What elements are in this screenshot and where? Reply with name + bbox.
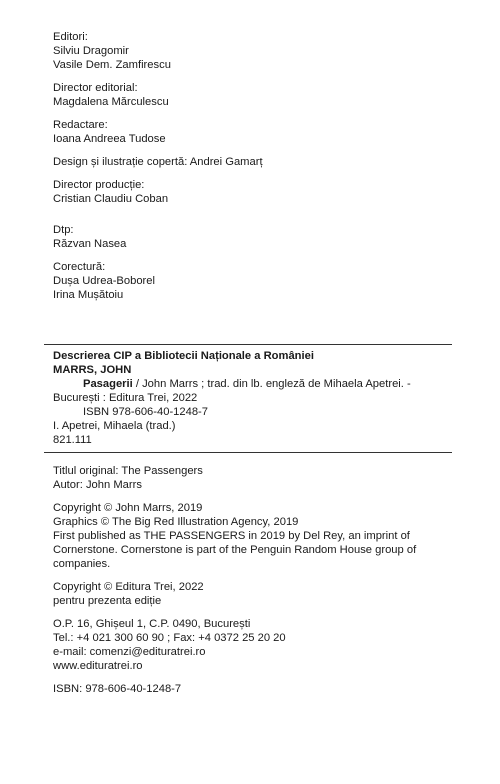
design-credit: Design și ilustrație copertă: Andrei Gamarț [53,156,263,168]
director-block [53,81,453,109]
productie-name: Cristian Claudiu Coban [53,193,169,205]
divider-bottom [44,452,452,453]
cip-heading: Descrierea CIP a Bibliotecii Naționale a României [53,350,314,362]
isbn-block [53,682,453,696]
contact-block [53,617,453,673]
cip-section [53,349,453,447]
corectura-name: Dușa Udrea-Boborel [53,275,155,287]
productie-block [53,178,453,206]
productie-label: Director producție: [53,179,145,191]
cip-title-rest: / John Marrs ; trad. din lb. engleză de Mihaela Apetrei. - [132,378,411,390]
copyright-author: Copyright © John Marrs, 2019 [53,502,203,514]
cip-publisher: București : Editura Trei, 2022 [53,392,198,404]
address: O.P. 16, Ghișeul 1, C.P. 0490, București [53,618,251,630]
corectura-block [53,260,453,302]
edition-note: pentru prezenta ediție [53,595,162,607]
divider-top [44,344,452,345]
copyright-block [53,501,453,571]
cip-title-line [53,377,453,391]
first-published: First published as THE PASSENGERS in 2019 by Del Rey, an imprint of Cornerstone. Cornerstone is part of the Penguin Random House group of companies. [53,530,417,570]
editor-name: Vasile Dem. Zamfirescu [53,59,171,71]
director-label: Director editorial: [53,82,138,94]
cip-classification: 821.111 [53,434,92,446]
email: e-mail: comenzi@edituratrei.ro [53,646,206,658]
edition-copyright-block [53,580,453,608]
editors-label: Editori: [53,31,88,43]
editor-name: Silviu Dragomir [53,45,129,57]
redactare-label: Redactare: [53,119,108,131]
original-block [53,464,453,492]
corectura-label: Corectură: [53,261,106,273]
cip-author: MARRS, JOHN [53,364,132,376]
credits-section [53,30,453,311]
isbn: ISBN: 978-606-40-1248-7 [53,683,182,695]
original-title: Titlul original: The Passengers [53,465,203,477]
cip-isbn: ISBN 978-606-40-1248-7 [83,406,209,418]
editors-block [53,30,453,72]
dtp-name: Răzvan Nasea [53,238,127,250]
director-name: Magdalena Mărculescu [53,96,169,108]
cip-title: Pasagerii [83,378,133,390]
original-author: Autor: John Marrs [53,479,142,491]
design-block [53,155,453,169]
website: www.edituratrei.ro [53,660,143,672]
dtp-block [53,223,453,251]
dtp-label: Dtp: [53,224,74,236]
cip-translator: I. Apetrei, Mihaela (trad.) [53,420,176,432]
rights-section [53,464,453,705]
phone-fax: Tel.: +4 021 300 60 90 ; Fax: +4 0372 25 20 20 [53,632,286,644]
redactare-block [53,118,453,146]
redactare-name: Ioana Andreea Tudose [53,133,166,145]
copyright-publisher: Copyright © Editura Trei, 2022 [53,581,204,593]
corectura-name: Irina Mușătoiu [53,289,124,301]
graphics-credit: Graphics © The Big Red Illustration Agency, 2019 [53,516,299,528]
